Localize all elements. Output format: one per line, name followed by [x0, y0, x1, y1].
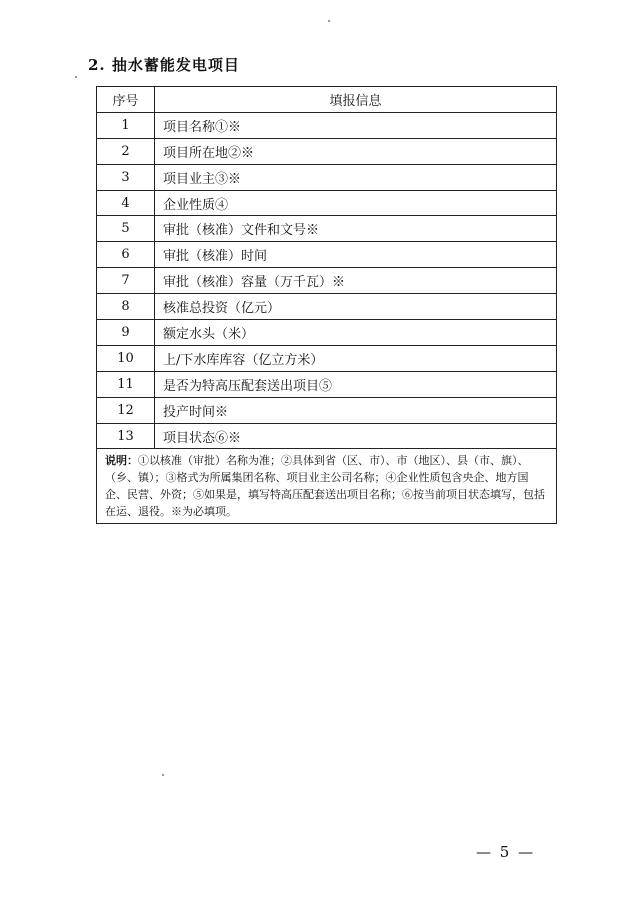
scan-speck [328, 20, 330, 22]
table-row [97, 397, 557, 423]
table-row [97, 320, 557, 346]
scan-speck [162, 774, 164, 776]
table-header-row [97, 87, 557, 113]
row-serial-number: 8 [97, 294, 155, 320]
row-serial-number: 9 [97, 320, 155, 346]
row-serial-number: 7 [97, 268, 155, 294]
header-fill-info: 填报信息 [155, 87, 557, 113]
row-field-name: 审批（核准）时间 [155, 242, 557, 268]
note-label: 说明： [105, 454, 138, 468]
row-field-name: 项目所在地②※ [155, 138, 557, 164]
table-row [97, 138, 557, 164]
row-field-name: 企业性质④ [155, 190, 557, 216]
table-row [97, 190, 557, 216]
table-row [97, 112, 557, 138]
section-title: 2. 抽水蓄能发电项目 [88, 56, 240, 74]
table-note-row [97, 449, 557, 524]
row-field-name: 项目名称①※ [155, 112, 557, 138]
row-field-name: 投产时间※ [155, 397, 557, 423]
row-field-name: 额定水头（米） [155, 320, 557, 346]
table-row [97, 371, 557, 397]
row-field-name: 上/下水库库容（亿立方米） [155, 345, 557, 371]
table-note [97, 449, 557, 524]
page-number: — 5 — [476, 843, 536, 861]
row-serial-number: 1 [97, 112, 155, 138]
project-info-table-container [96, 86, 556, 524]
row-serial-number: 2 [97, 138, 155, 164]
row-field-name: 是否为特高压配套送出项目⑤ [155, 371, 557, 397]
row-serial-number: 3 [97, 164, 155, 190]
table-row [97, 345, 557, 371]
table-row [97, 294, 557, 320]
table-row [97, 268, 557, 294]
table-row [97, 216, 557, 242]
table-row [97, 164, 557, 190]
table-row [97, 423, 557, 449]
row-serial-number: 5 [97, 216, 155, 242]
scan-speck [75, 76, 77, 78]
note-text: ①以核准（审批）名称为准；②具体到省（区、市）、市（地区）、县（市、旗）、（乡、镇）；③格式为所属集团名称、项目业主公司名称；④企业性质包含央企、地方国企、民营、外资；⑤如果是，填写特高压配套送出项目名称；⑥按当前项目状态填写，包括在运、退役。※为必填项。 [105, 454, 545, 519]
header-serial-number: 序号 [97, 87, 155, 113]
table-row [97, 242, 557, 268]
row-serial-number: 10 [97, 345, 155, 371]
row-field-name: 审批（核准）容量（万千瓦）※ [155, 268, 557, 294]
row-serial-number: 12 [97, 397, 155, 423]
row-serial-number: 13 [97, 423, 155, 449]
row-serial-number: 11 [97, 371, 155, 397]
row-serial-number: 4 [97, 190, 155, 216]
row-field-name: 项目状态⑥※ [155, 423, 557, 449]
project-info-table [96, 86, 557, 524]
row-serial-number: 6 [97, 242, 155, 268]
row-field-name: 项目业主③※ [155, 164, 557, 190]
row-field-name: 核准总投资（亿元） [155, 294, 557, 320]
row-field-name: 审批（核准）文件和文号※ [155, 216, 557, 242]
